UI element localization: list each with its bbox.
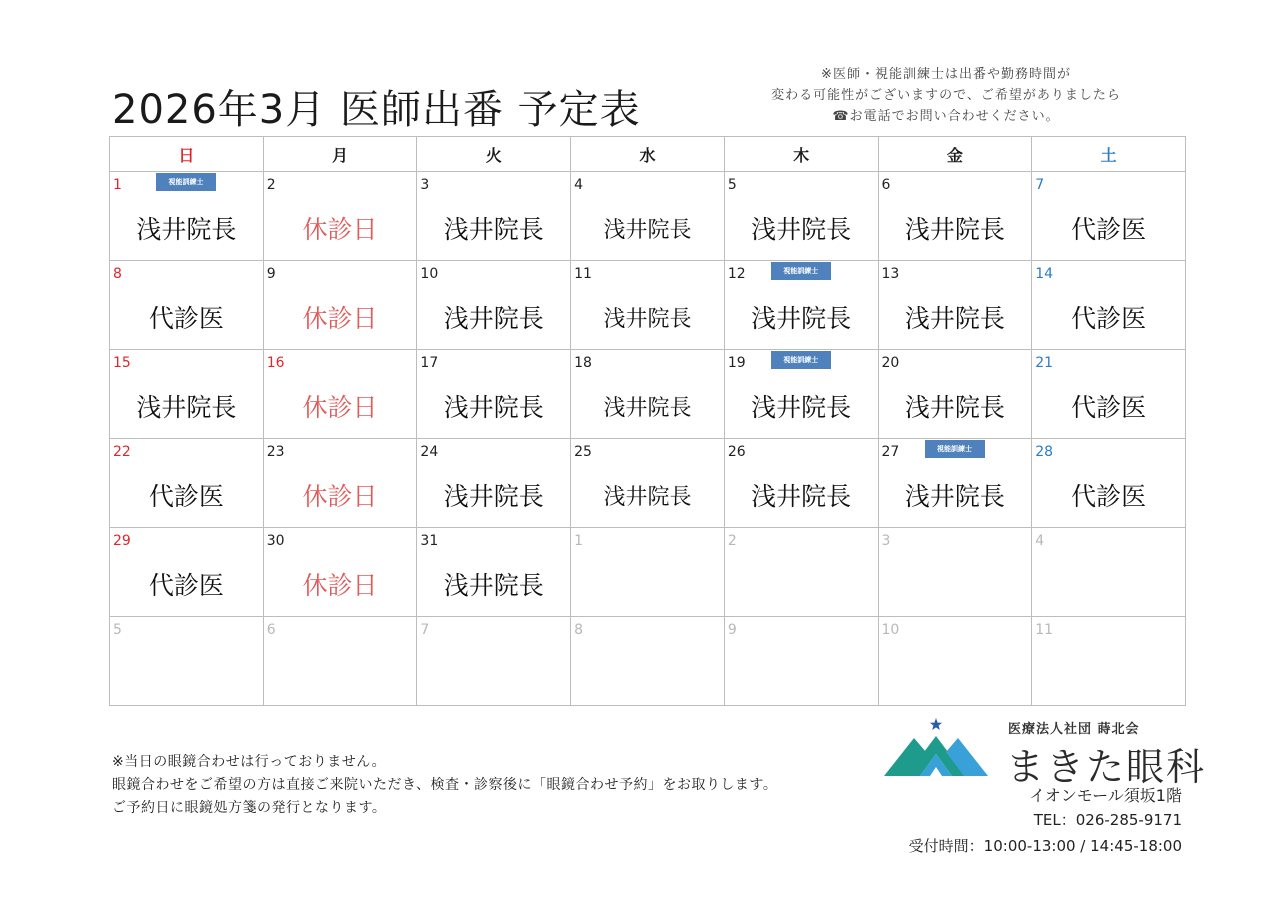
- calendar-day-cell: [110, 350, 264, 439]
- calendar-day-cell: [1032, 617, 1186, 706]
- doctor-name: 代診医: [1071, 304, 1147, 333]
- calendar-day-cell: [1032, 172, 1186, 261]
- day-number: 17: [420, 355, 439, 371]
- doctor-name: 浅井院長: [904, 304, 1005, 333]
- day-number: 10: [881, 622, 900, 638]
- closed-day-label: 休診日: [302, 482, 378, 511]
- day-number: 26: [727, 444, 746, 460]
- calendar-day-cell: [724, 617, 878, 706]
- weekday-wednesday: 水: [571, 137, 725, 172]
- calendar-week-row: [110, 172, 1186, 261]
- day-number: 23: [266, 444, 285, 460]
- calendar-day-cell: [724, 439, 878, 528]
- weekday-header-row: [110, 137, 1186, 172]
- day-number: 21: [1035, 355, 1054, 371]
- calendar-day-cell: [571, 172, 725, 261]
- weekday-friday: 金: [878, 137, 1032, 172]
- glasses-fitting-notice: [112, 751, 777, 820]
- calendar-day-cell: [263, 528, 417, 617]
- doctor-name: 浅井院長: [443, 571, 544, 600]
- footnote-line: 眼鏡合わせをご希望の方は直接ご来院いただき、検査・診察後に「眼鏡合わせ予約」をお取りします。: [112, 777, 778, 793]
- day-number: 9: [727, 622, 737, 638]
- orthoptist-badge: 視能訓練士: [156, 173, 216, 191]
- footnote-line: ご予約日に眼鏡処方箋の発行となります。: [112, 800, 387, 816]
- calendar-week-row: [110, 439, 1186, 528]
- notice-line: 変わる可能性がございますので、ご希望がありましたら: [771, 88, 1121, 103]
- calendar-week-row: [110, 261, 1186, 350]
- day-number: 31: [420, 533, 439, 549]
- orthoptist-badge: 視能訓練士: [771, 351, 831, 369]
- day-number: 11: [574, 266, 592, 282]
- doctor-name: 浅井院長: [751, 304, 852, 333]
- doctor-name: 代診医: [148, 482, 224, 511]
- day-number: 22: [113, 444, 131, 460]
- weekday-saturday: 土: [1032, 137, 1186, 172]
- mountain-logo-icon: [884, 718, 988, 776]
- day-number: 3: [881, 533, 891, 549]
- calendar-day-cell: [878, 617, 1032, 706]
- doctor-name: 代診医: [1071, 393, 1147, 422]
- calendar-day-cell: [724, 350, 878, 439]
- day-number: 6: [881, 177, 891, 193]
- day-number: 1: [113, 177, 122, 193]
- calendar-day-cell: [724, 528, 878, 617]
- doctor-name: 代診医: [1071, 215, 1147, 244]
- calendar-day-cell: [417, 617, 571, 706]
- day-number: 5: [113, 622, 122, 638]
- doctor-name: 浅井院長: [751, 215, 852, 244]
- day-number: 8: [574, 622, 584, 638]
- day-number: 12: [727, 266, 746, 282]
- calendar-day-cell: [878, 528, 1032, 617]
- doctor-name: 浅井院長: [603, 396, 692, 421]
- calendar-day-cell: [878, 350, 1032, 439]
- closed-day-label: 休診日: [302, 215, 378, 244]
- day-number: 9: [266, 266, 276, 282]
- calendar-day-cell: [263, 439, 417, 528]
- calendar-day-cell: [110, 617, 264, 706]
- calendar-day-cell: [417, 350, 571, 439]
- calendar-day-cell: [417, 528, 571, 617]
- notice-line: ☎お電話でお問い合わせください。: [832, 109, 1060, 124]
- orthoptist-badge: 視能訓練士: [925, 440, 985, 458]
- calendar-day-cell: [724, 261, 878, 350]
- doctor-name: 代診医: [148, 571, 224, 600]
- day-number: 11: [1035, 622, 1054, 638]
- calendar-day-cell: [878, 172, 1032, 261]
- day-number: 25: [574, 444, 592, 460]
- weekday-tuesday: 火: [417, 137, 571, 172]
- schedule-calendar: [109, 136, 1186, 706]
- doctor-name: 浅井院長: [443, 393, 544, 422]
- calendar-day-cell: [263, 261, 417, 350]
- calendar-week-row: [110, 528, 1186, 617]
- calendar-week-row: [110, 617, 1186, 706]
- calendar-day-cell: [571, 439, 725, 528]
- day-number: 10: [420, 266, 439, 282]
- doctor-name: 浅井院長: [751, 482, 852, 511]
- calendar-day-cell: [571, 617, 725, 706]
- calendar-day-cell: [1032, 439, 1186, 528]
- calendar-day-cell: [878, 261, 1032, 350]
- calendar-day-cell: [417, 261, 571, 350]
- day-number: 30: [266, 533, 285, 549]
- change-notice: [736, 64, 1156, 127]
- calendar-day-cell: [1032, 261, 1186, 350]
- day-number: 15: [113, 355, 131, 371]
- calendar-day-cell: [263, 350, 417, 439]
- clinic-name: まきた眼科: [1006, 745, 1207, 789]
- footnote-line: ※当日の眼鏡合わせは行っておりません。: [112, 754, 387, 770]
- closed-day-label: 休診日: [302, 393, 378, 422]
- day-number: 7: [1035, 177, 1045, 193]
- weekday-thursday: 木: [724, 137, 878, 172]
- calendar-day-cell: [110, 261, 264, 350]
- day-number: 4: [1035, 533, 1045, 549]
- day-number: 16: [266, 355, 285, 371]
- day-number: 28: [1035, 444, 1054, 460]
- day-number: 18: [574, 355, 592, 371]
- doctor-name: 浅井院長: [603, 307, 692, 332]
- day-number: 24: [420, 444, 439, 460]
- calendar-day-cell: [110, 172, 264, 261]
- calendar-day-cell: [1032, 350, 1186, 439]
- doctor-name: 浅井院長: [136, 393, 237, 422]
- day-number: 20: [881, 355, 900, 371]
- day-number: 3: [420, 177, 430, 193]
- calendar-day-cell: [263, 617, 417, 706]
- organization-name: 医療法人社団 蒔北会: [1008, 722, 1140, 737]
- weekday-monday: 月: [263, 137, 417, 172]
- reception-hours: 受付時間：10:00-13:00 / 14:45-18:00: [908, 837, 1182, 855]
- day-number: 1: [574, 533, 584, 549]
- calendar-day-cell: [110, 439, 264, 528]
- calendar-day-cell: [724, 172, 878, 261]
- star-icon: [930, 718, 942, 730]
- doctor-name: 浅井院長: [904, 482, 1005, 511]
- day-number: 6: [266, 622, 276, 638]
- day-number: 29: [113, 533, 131, 549]
- doctor-name: 浅井院長: [443, 304, 544, 333]
- doctor-name: 浅井院長: [443, 215, 544, 244]
- page-title: 2026年3月 医師出番 予定表: [112, 87, 641, 133]
- notice-line: ※医師・視能訓練士は出番や勤務時間が: [821, 67, 1071, 82]
- calendar-day-cell: [110, 528, 264, 617]
- weekday-sunday: 日: [110, 137, 264, 172]
- day-number: 19: [727, 355, 746, 371]
- calendar-day-cell: [1032, 528, 1186, 617]
- clinic-address: イオンモール須坂1階: [1029, 786, 1182, 805]
- doctor-name: 代診医: [1071, 482, 1147, 511]
- calendar-day-cell: [571, 528, 725, 617]
- clinic-phone: TEL：026-285-9171: [1033, 811, 1182, 829]
- day-number: 2: [727, 533, 737, 549]
- day-number: 7: [420, 622, 430, 638]
- calendar-week-row: [110, 350, 1186, 439]
- day-number: 14: [1035, 266, 1054, 282]
- day-number: 27: [881, 444, 900, 460]
- orthoptist-badge: 視能訓練士: [771, 262, 831, 280]
- day-number: 8: [113, 266, 122, 282]
- calendar-day-cell: [263, 172, 417, 261]
- doctor-name: 浅井院長: [443, 482, 544, 511]
- day-number: 2: [266, 177, 276, 193]
- calendar-day-cell: [417, 172, 571, 261]
- calendar-day-cell: [571, 350, 725, 439]
- day-number: 4: [574, 177, 584, 193]
- doctor-name: 浅井院長: [904, 215, 1005, 244]
- doctor-name: 浅井院長: [751, 393, 852, 422]
- calendar-day-cell: [417, 439, 571, 528]
- doctor-name: 浅井院長: [904, 393, 1005, 422]
- day-number: 5: [727, 177, 737, 193]
- calendar-day-cell: [571, 261, 725, 350]
- calendar-day-cell: [878, 439, 1032, 528]
- closed-day-label: 休診日: [302, 304, 378, 333]
- doctor-name: 浅井院長: [136, 215, 237, 244]
- doctor-name: 代診医: [148, 304, 224, 333]
- doctor-name: 浅井院長: [603, 218, 692, 243]
- day-number: 13: [881, 266, 900, 282]
- doctor-name: 浅井院長: [603, 485, 692, 510]
- closed-day-label: 休診日: [302, 571, 378, 600]
